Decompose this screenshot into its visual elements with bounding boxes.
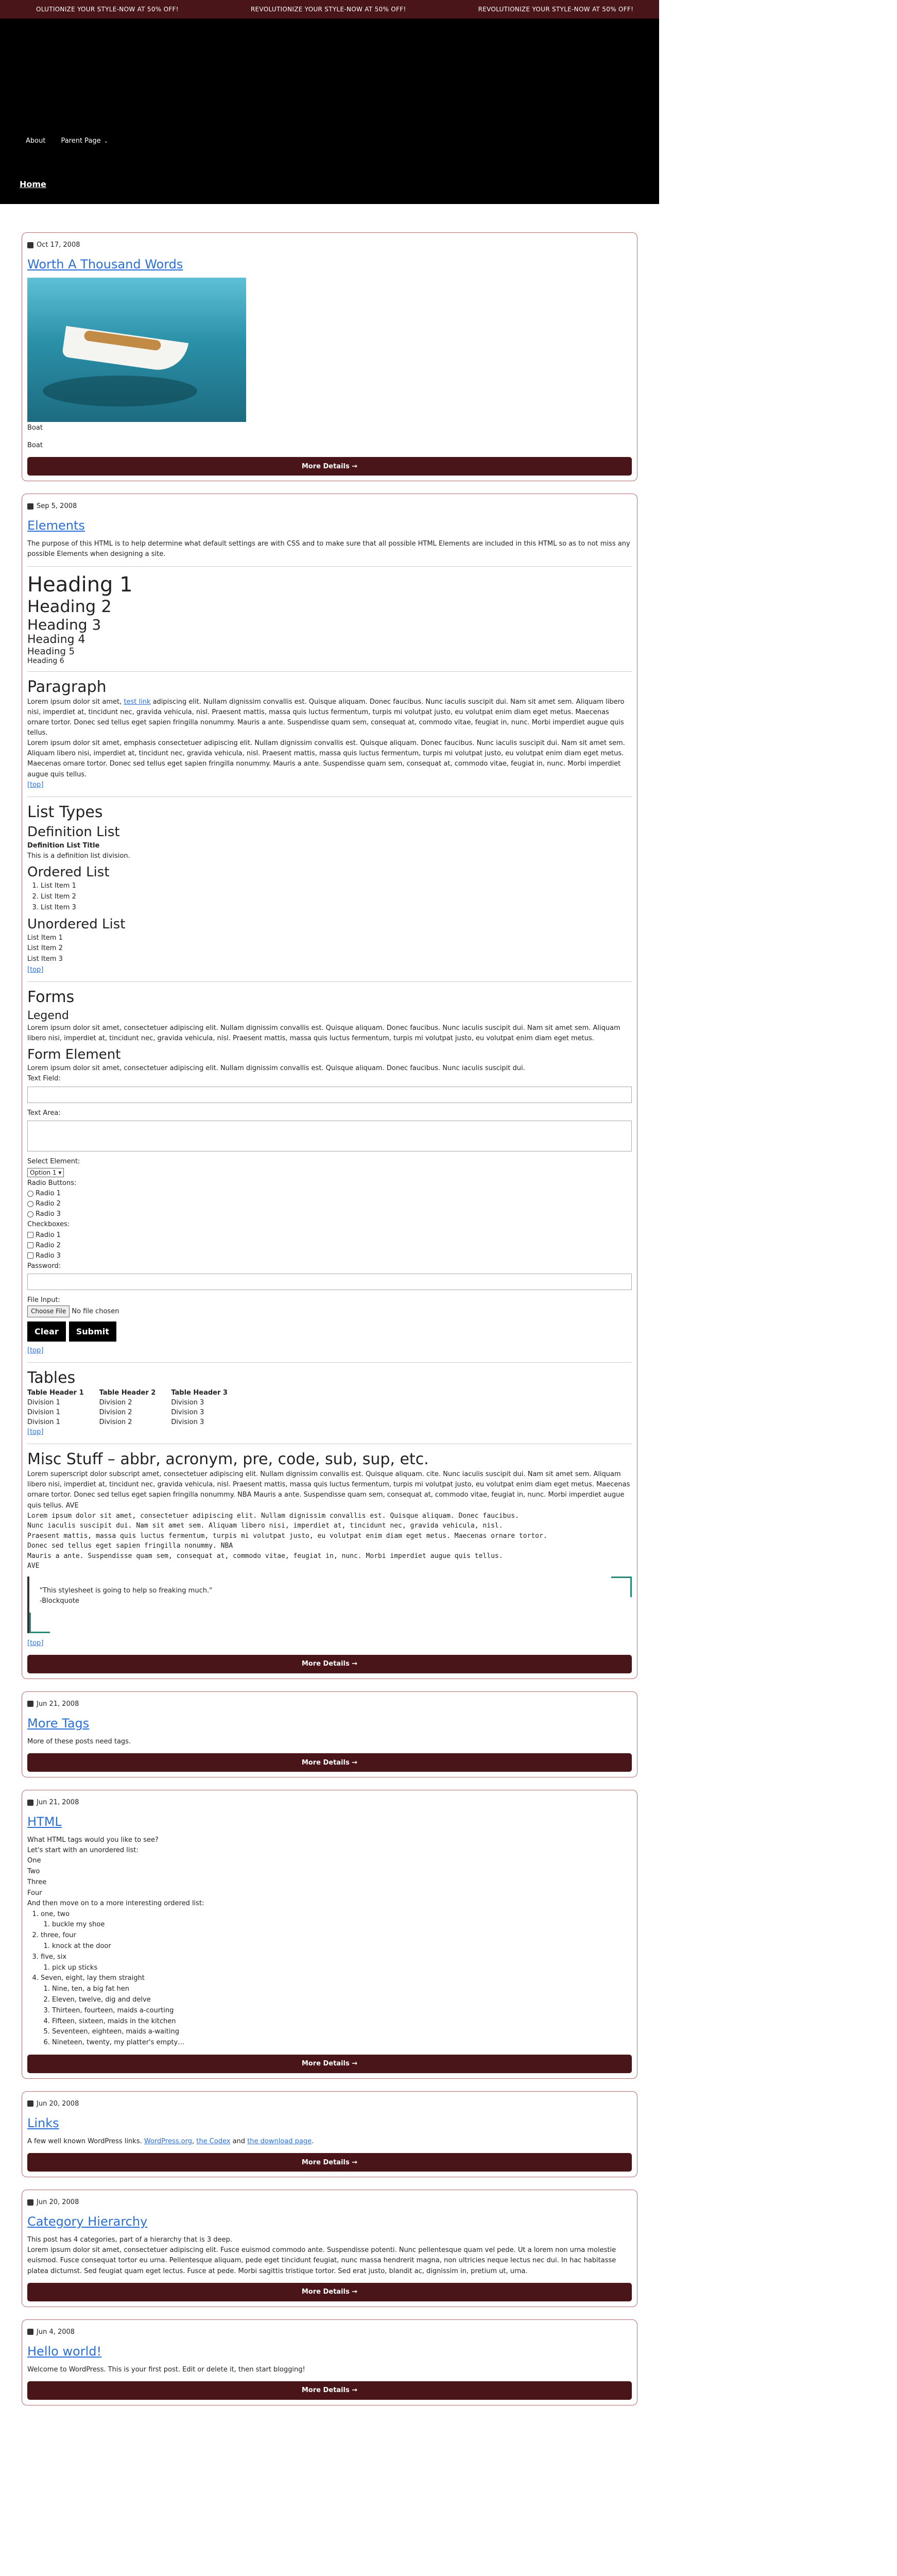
blockquote [27,1577,632,1633]
text-span: , [192,2137,197,2145]
post-date: Jun 20, 2008 [37,2198,79,2207]
post-card [22,2190,637,2307]
section-misc: Misc Stuff – abbr, acronym, pre, code, sub, sup, etc. [27,1450,429,1469]
post-body: More of these posts need tags. [27,1737,131,1745]
nav-about[interactable]: About [26,137,46,145]
radio-text: Radio 3 [36,1210,61,1218]
list-item: List Item 2 [27,944,63,953]
radio-option[interactable] [27,1209,632,1219]
post-meta [27,1799,632,1806]
file-status: No file chosen [72,1308,119,1316]
boat-image[interactable] [27,278,246,422]
table-cell: Division 1 [27,1418,60,1427]
nested-list [41,1920,632,1930]
table-row [27,1398,243,1408]
paragraph-text [27,697,632,739]
list-item: 1. buckle my shoe [52,1920,632,1930]
table-row [27,1408,243,1417]
marquee-text: OLUTIONIZE YOUR STYLE-NOW AT 50% OFF! [36,6,179,13]
list-item: 2. List Item 2 [41,892,632,903]
links-paragraph [27,2137,632,2147]
select-element[interactable]: Option 1 ▾ [27,1168,64,1177]
top-link[interactable]: [top] [27,1428,44,1436]
pre-line: Donec sed tellus eget sapien fringilla nonummy. NBA [27,1542,233,1550]
more-details-button[interactable]: More Details → [27,1753,632,1772]
html-next: And then move on to a more interesting ordered list: [27,1900,204,1908]
nested-list [41,1941,632,1952]
radio-icon [27,1191,33,1197]
heading-4: Heading 4 [27,633,85,646]
post-card [22,2091,637,2177]
paragraph-text: Lorem ipsum dolor sit amet, emphasis consectetuer adipiscing elit. Nullam dignissim convallis est. Quisque aliquam. Donec faucibus. Nunc iaculis suscipit dui. Nam sit amet sem. Aliquam libero nisi, imperdiet at, tincidunt nec, gravida vehicula, nisl. Praesent mattis, massa quis luctus fermentum, turpis mi volutpat justo, eu volutpat enim diam eget metus. Maecenas ornare tortor. Donec sed tellus eget sapien fringilla nonummy. Mauris a ante. Suspendisse quam sem, consequat at, commodo vitae, feugiat in, nunc. Morbi imperdiet augue quis tellus. [27,739,625,778]
pre-line: Mauris a ante. Suspendisse quam sem, consequat at, commodo vitae, feugiat in, nunc. Morbi imperdiet augue quis tellus. [27,1552,503,1560]
post-date: Sep 5, 2008 [37,502,77,511]
heading-2: Heading 2 [27,596,112,616]
list-item: 5. Seventeen, eighteen, maids a-waiting [52,2027,632,2038]
text-span: . [312,2137,314,2145]
list-item [41,1973,632,2048]
form-element-heading: Form Element [27,1047,121,1063]
marquee-text: REVOLUTIONIZE YOUR STYLE-NOW AT 50% OFF! [478,6,634,13]
section-paragraph: Paragraph [27,677,107,696]
section-list-types: List Types [27,803,103,821]
data-table [27,1388,243,1427]
submit-button[interactable]: Submit [69,1321,116,1342]
checkbox-icon [27,1252,33,1259]
list-item: 2. Eleven, twelve, dig and delve [52,1995,632,2006]
more-details-button[interactable]: More Details → [27,457,632,476]
list-text: Seven, eight, lay them straight [41,1974,145,1982]
section-tables: Tables [27,1369,76,1387]
checkbox-option[interactable] [27,1230,632,1241]
top-link[interactable]: [top] [27,781,44,789]
calendar-icon [27,503,33,510]
quote-corner-decoration [29,1613,50,1633]
section-forms: Forms [27,988,75,1007]
table-header-row [27,1388,243,1398]
form-element-paragraph: Lorem ipsum dolor sit amet, consectetuer adipiscing elit. Nullam dignissim convallis est. Quisque aliquam. Donec faucibus. Nunc iaculis suscipit dui. [27,1064,525,1073]
post-title[interactable]: Links [27,2115,59,2130]
list-item: One [27,1857,41,1865]
post-title[interactable]: HTML [27,1815,62,1829]
text-area-label: Text Area: [27,1109,61,1117]
post-title[interactable]: Category Hierarchy [27,2214,148,2229]
list-item [41,1952,632,1974]
post-card [22,1790,637,2079]
promo-marquee [0,0,861,19]
password-field[interactable] [27,1274,632,1290]
post-body: This post has 4 categories, part of a hierarchy that is 3 deep. [27,2236,232,2244]
pre-line: Praesent mattis, massa quis luctus fermentum, turpis mi volutpat justo, eu volutpat enim diam eget metus. Maecenas ornare tortor. [27,1532,547,1540]
post-title[interactable]: Hello world! [27,2344,102,2359]
checkbox-text: Radio 1 [36,1231,61,1239]
home-link[interactable]: Home [20,179,46,189]
calendar-icon [27,1800,33,1806]
table-cell: Division 2 [99,1409,132,1417]
site-header [0,19,659,168]
wordpress-link[interactable]: WordPress.org [144,2137,192,2145]
table-cell: Division 3 [171,1418,204,1427]
file-input-label: File Input: [27,1296,60,1304]
table-cell: Division 2 [99,1418,132,1427]
list-item: 6. Nineteen, twenty, my platter's empty… [52,2038,632,2048]
divider [27,981,632,982]
nested-list [41,1984,632,2048]
post-meta [27,1700,632,1708]
preformatted-block [27,1511,632,1571]
post-body: Lorem ipsum dolor sit amet, consectetuer adipiscing elit. Fusce euismod commodo ante. Suspendisse potenti. Nunc pellentesque quam vel pede. Ut a lorem non urna molestie euismod. Fusce consequat tortor eu urna. Pellentesque aliquam, pede eget tincidunt feugiat, nunc massa hendrerit magna, non ultricies neque lectus nec dui. In hac habitasse platea dictumst. Sed feugiat quam eget lectus. Fusce at pede. Morbi sagittis tristique tortor. Sed erat justo, blandit ac, dignissim in, pretium ut, urna. [27,2246,616,2275]
radio-label: Radio Buttons: [27,1179,77,1187]
intro-text: The purpose of this HTML is to help determine what default settings are with CSS and to make sure that all possible HTML Elements are included in this HTML so as to not miss any possible Elements when designing a site. [27,540,630,558]
text-span: A few well known WordPress links. [27,2137,144,2145]
post-date: Jun 21, 2008 [37,1700,79,1708]
post-card [22,232,637,481]
calendar-icon [27,1701,33,1707]
post-meta [27,2328,632,2336]
list-item: List Item 3 [27,955,63,963]
list-item: 3. List Item 3 [41,903,632,913]
chevron-down-icon: ⌄ [104,139,109,144]
text-field-label: Text Field: [27,1075,61,1083]
heading-5: Heading 5 [27,646,75,657]
list-item [41,1909,632,1931]
radio-text: Radio 2 [36,1200,61,1208]
post-card [22,1691,637,1777]
table-cell: Division 3 [171,1399,204,1407]
list-text: one, two [41,1910,70,1918]
image-caption: Boat [27,424,43,432]
top-link[interactable]: [top] [27,965,44,974]
divider [27,671,632,672]
post-body: Welcome to WordPress. This is your first post. Edit or delete it, then start blogging! [27,2365,305,2374]
calendar-icon [27,2329,33,2335]
radio-icon [27,1201,33,1207]
pre-line: Lorem ipsum dolor sit amet, consectetuer adipiscing elit. Nullam dignissim convallis est. Quisque aliquam. Donec faucibus. [27,1512,519,1520]
post-date: Jun 21, 2008 [37,1799,79,1806]
more-details-button[interactable]: More Details → [27,2055,632,2073]
file-input[interactable] [27,1306,632,1317]
post-meta [27,502,632,510]
more-details-button[interactable]: More Details → [27,2153,632,2172]
checkbox-option[interactable] [27,1241,632,1251]
list-item: 1. Nine, ten, a big fat hen [52,1984,632,1995]
more-details-button[interactable]: More Details → [27,2381,632,2400]
quote-text: "This stylesheet is going to help so freaking much." [40,1586,213,1595]
marquee-text: REVOLUTIONIZE YOUR STYLE-NOW AT 50% OFF! [705,6,861,13]
quote-corner-decoration [611,1577,632,1597]
list-item: Three [27,1878,47,1886]
list-item: Two [27,1868,40,1876]
radio-option[interactable] [27,1199,632,1209]
nested-list [41,1963,632,1974]
definition-division: This is a definition list division. [27,852,130,860]
post-date: Oct 17, 2008 [37,241,80,249]
main-nav [26,137,108,145]
radio-icon [27,1211,33,1217]
list-text: five, six [41,1953,67,1961]
calendar-icon [27,2199,33,2206]
select-label: Select Element: [27,1157,80,1165]
form-legend: Legend [27,1009,69,1023]
checkbox-icon [27,1242,33,1248]
list-item: Four [27,1889,42,1897]
download-link[interactable]: the download page [247,2137,312,2145]
list-item: 4. Fifteen, sixteen, maids in the kitchen [52,2016,632,2027]
post-meta [27,241,632,249]
password-label: Password: [27,1262,61,1270]
top-link[interactable]: [top] [27,1346,44,1354]
text-field[interactable] [27,1087,632,1103]
radio-text: Radio 1 [36,1190,61,1198]
text-span: adipiscing elit. Nullam dignissim convallis est. Quisque aliquam. Donec faucibus. Nunc iaculis suscipit dui. Nam sit amet sem. Aliquam libero nisi, imperdiet at, tincidunt nec, gravida vehicula, nisl. Praesent mattis, massa quis luctus fermentum, turpis mi volutpat justo, eu volutpat enim diam eget metus. Maecenas ornare tortor. Donec sed tellus eget sapien fringilla nonummy. Mauris a ante. Suspendisse quam sem, consequat at, commodo vitae, feugiat in, nunc. Morbi imperdiet augue quis tellus. [27,698,625,737]
checkbox-icon [27,1232,33,1238]
heading-6: Heading 6 [27,656,64,665]
table-row [27,1417,243,1427]
radio-option[interactable] [27,1189,632,1199]
text-span: and [230,2137,248,2145]
definition-title: Definition List Title [27,841,100,850]
list-item [41,1930,632,1952]
html-question: What HTML tags would you like to see? [27,1836,159,1844]
post-meta [27,2100,632,2108]
table-cell: Division 1 [27,1409,60,1417]
select-value: Option 1 [30,1168,57,1176]
post-title[interactable]: Worth A Thousand Words [27,257,183,272]
divider [27,796,632,797]
post-date: Jun 20, 2008 [37,2099,79,2108]
list-item: 1. knock at the door [52,1941,632,1952]
ordered-list [27,1909,632,2048]
html-intro: Let's start with an unordered list: [27,1846,139,1855]
divider [27,566,632,567]
nav-parent-label: Parent Page [61,137,101,145]
clear-button[interactable]: Clear [27,1321,66,1342]
more-details-button[interactable]: More Details → [27,1655,632,1673]
more-details-button[interactable]: More Details → [27,2283,632,2301]
checkbox-label: Checkboxes: [27,1221,70,1229]
test-link[interactable]: test link [124,698,151,706]
checkbox-text: Radio 2 [36,1241,61,1249]
divider [27,1362,632,1363]
choose-file-button[interactable]: Choose File [27,1306,70,1317]
top-link[interactable]: [top] [27,1639,44,1647]
checkbox-text: Radio 3 [36,1251,61,1260]
table-cell: Division 2 [99,1399,132,1407]
form-buttons [27,1321,632,1342]
post-card [22,494,637,1679]
unordered-list [27,933,632,965]
list-item: List Item 1 [27,934,63,942]
post-meta [27,2198,632,2206]
table-cell: Division 3 [171,1409,204,1417]
post-body: Boat [27,442,43,450]
ordered-list-heading: Ordered List [27,865,110,880]
post-card [22,2319,637,2405]
checkbox-option[interactable] [27,1251,632,1261]
table-header: Table Header 3 [171,1389,228,1397]
quote-author: -Blockquote [40,1597,79,1605]
nav-parent-page[interactable] [61,137,108,145]
list-item: 3. Thirteen, fourteen, maids a-courting [52,2006,632,2016]
definition-list-heading: Definition List [27,824,120,840]
post-title[interactable]: More Tags [27,1716,90,1731]
form-paragraph: Lorem ipsum dolor sit amet, consectetuer adipiscing elit. Nullam dignissim convallis est. Quisque aliquam. Donec faucibus. Nunc iaculis suscipit dui. Nam sit amet sem. Aliquam libero nisi, imperdiet at, tincidunt nec, gravida vehicula, nisl. Praesent mattis, massa quis luctus fermentum, turpis mi volutpat justo, eu volutpat enim diam eget metus. [27,1024,620,1043]
post-list [0,204,659,2405]
unordered-list-heading: Unordered List [27,916,126,932]
table-cell: Division 1 [27,1399,60,1407]
list-text: three, four [41,1931,76,1940]
codex-link[interactable]: the Codex [196,2137,231,2145]
calendar-icon [27,242,33,248]
post-date: Jun 4, 2008 [37,2328,75,2336]
text-span: Lorem ipsum dolor sit amet, [27,698,124,706]
table-header: Table Header 1 [27,1389,84,1397]
list-item: 1. List Item 1 [41,881,632,892]
heading-3: Heading 3 [27,616,101,633]
post-title[interactable]: Elements [27,518,85,533]
pre-line: AVE [27,1562,40,1570]
calendar-icon [27,2100,33,2107]
breadcrumb-bar [0,168,659,204]
text-area[interactable] [27,1121,632,1151]
ordered-list [27,881,632,913]
marquee-text: REVOLUTIONIZE YOUR STYLE-NOW AT 50% OFF! [250,6,406,13]
pre-line: Nunc iaculis suscipit dui. Nam sit amet sem. Aliquam libero nisi, imperdiet at, tincidunt nec, gravida vehicula, nisl. [27,1522,503,1530]
list-item: 1. pick up sticks [52,1963,632,1974]
misc-paragraph: Lorem superscript dolor subscript amet, consectetuer adipiscing elit. Nullam dignissim convallis est. Quisque aliquam. cite. Nunc iaculis suscipit dui. Nam sit amet sem. Aliquam libero nisi, imperdiet at, tincidunt nec, gravida vehicula, nisl. Praesent mattis, massa quis luctus fermentum, turpis mi volutpat justo, eu volutpat enim diam eget metus. Maecenas ornare tortor. Donec sed tellus eget sapien fringilla nonummy. NBA Mauris a ante. Suspendisse quam sem, consequat at, commodo vitae, feugiat in, nunc. Morbi imperdiet augue quis tellus. AVE [27,1470,630,1510]
table-header: Table Header 2 [99,1389,156,1397]
unordered-list [27,1856,632,1899]
heading-1: Heading 1 [27,572,133,597]
